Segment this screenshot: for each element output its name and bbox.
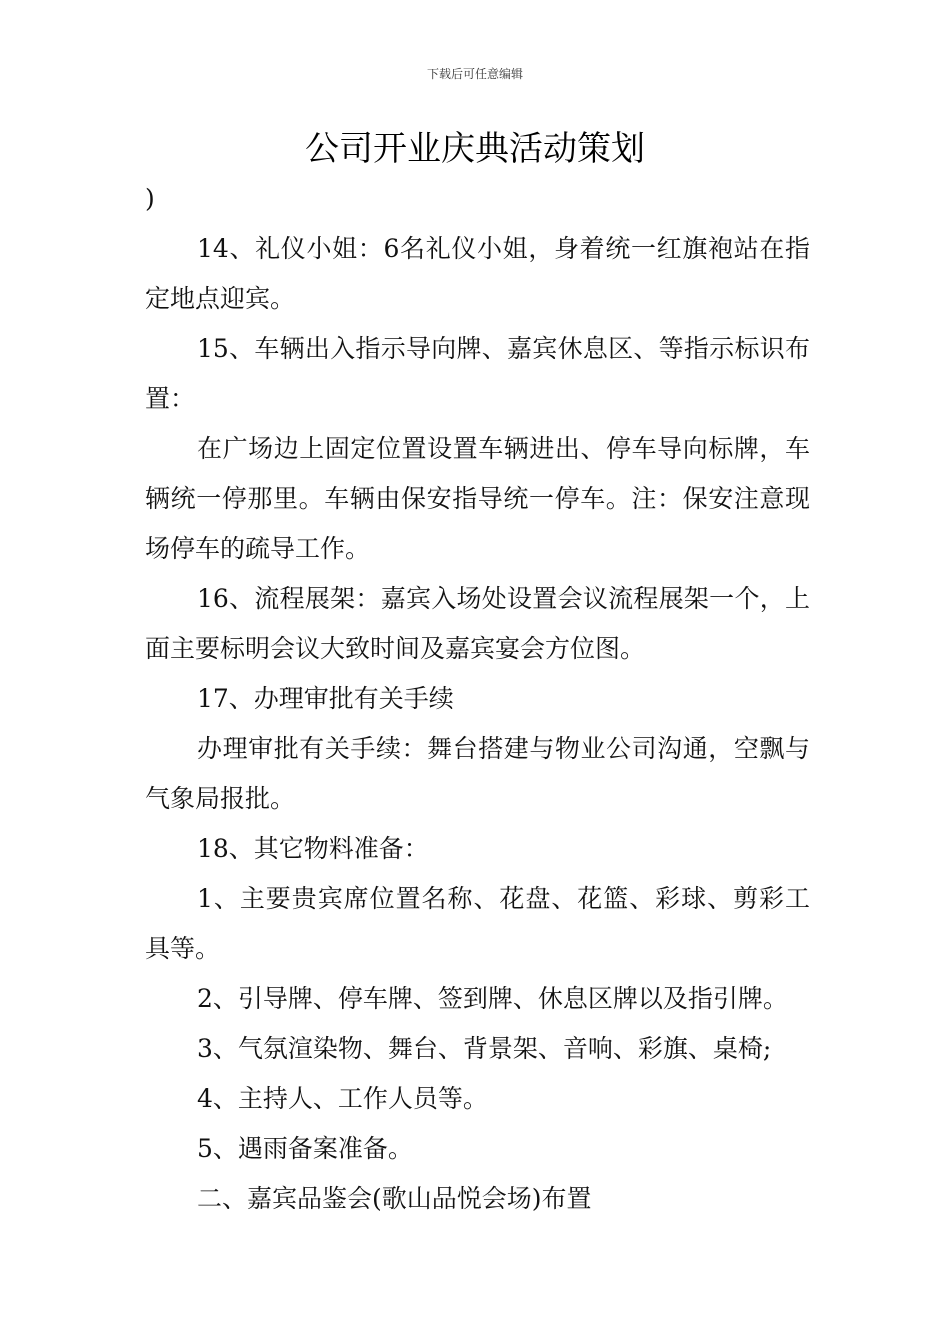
document-body (145, 174, 810, 1224)
paragraph-material-2: 2、引导牌、停车牌、签到牌、休息区牌以及指引牌。 (197, 984, 788, 1013)
document-title: 公司开业庆典活动策划 (305, 129, 645, 169)
paragraph-material-4: 4、主持人、工作人员等。 (197, 1084, 488, 1113)
paragraph-item-14: 14、礼仪小姐：6名礼仪小姐，身着统一红旗袍站在指定地点迎宾。 (145, 234, 810, 313)
section-heading-2: 二、嘉宾品鉴会(歌山品悦会场)布置 (197, 1184, 592, 1213)
paragraph-parking: 在广场边上固定位置设置车辆进出、停车导向标牌，车辆统一停那里。车辆由保安指导统一停车。注：保安注意现场停车的疏导工作。 (145, 434, 810, 563)
paragraph-item-18: 18、其它物料准备： (197, 834, 429, 863)
paragraph-material-5: 5、遇雨备案准备。 (197, 1134, 413, 1163)
paragraph-material-3: 3、气氛渲染物、舞台、背景架、音响、彩旗、桌椅; (197, 1034, 772, 1063)
paragraph-material-1: 1、主要贵宾席位置名称、花盘、花篮、彩球、剪彩工具等。 (145, 884, 810, 963)
page-header-note: 下载后可任意编辑 (426, 67, 523, 81)
paragraph-approval: 办理审批有关手续：舞台搭建与物业公司沟通，空飘与气象局报批。 (145, 734, 810, 813)
paragraph-item-15: 15、车辆出入指示导向牌、嘉宾休息区、等指示标识布置： (145, 334, 810, 413)
paragraph-item-17: 17、办理审批有关手续 (197, 684, 454, 713)
paragraph-continuation: ) (145, 184, 155, 213)
paragraph-item-16: 16、流程展架：嘉宾入场处设置会议流程展架一个，上面主要标明会议大致时间及嘉宾宴会方位图。 (145, 584, 810, 663)
